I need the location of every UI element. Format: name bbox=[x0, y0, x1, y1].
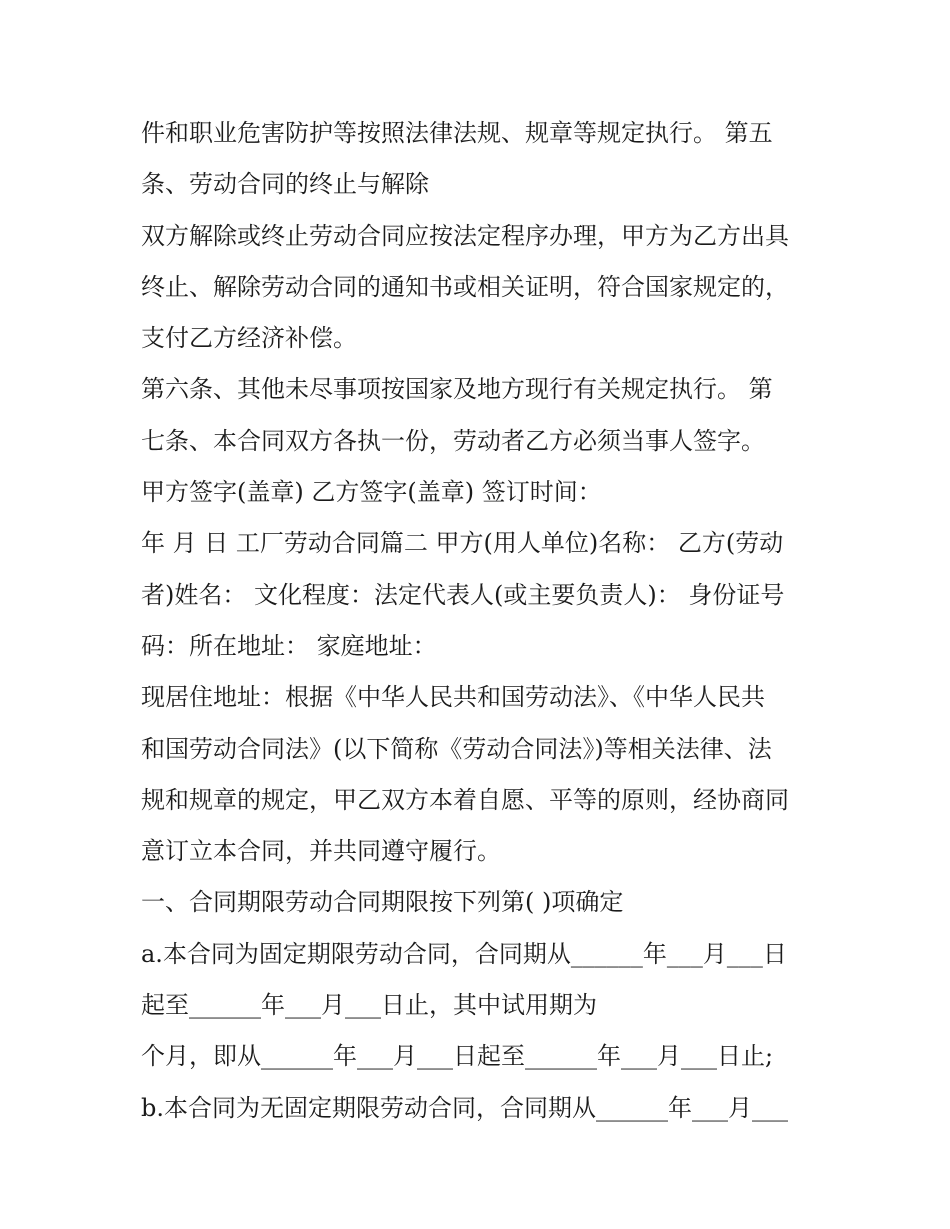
text-line: b.本合同为无固定期限劳动合同，合同期从______年___月___ bbox=[141, 1093, 788, 1122]
text-line: 一、合同期限劳动合同期限按下列第( )项确定 bbox=[141, 888, 624, 917]
text-line: 双方解除或终止劳动合同应按法定程序办理，甲方为乙方出具 bbox=[141, 221, 789, 250]
text-line: 起至______年___月___日止，其中试用期为 bbox=[141, 991, 597, 1020]
text-line: 码：所在地址： 家庭地址： bbox=[141, 631, 437, 660]
text-line: a.本合同为固定期限劳动合同，合同期从______年___月___日 bbox=[141, 939, 787, 968]
text-line: 条、劳动合同的终止与解除 bbox=[141, 170, 429, 199]
text-line: 甲方签字(盖章) 乙方签字(盖章) 签订时间： bbox=[141, 478, 602, 507]
text-line: 件和职业危害防护等按照法律法规、规章等规定执行。 第五 bbox=[141, 119, 773, 147]
text-line: 规和规章的规定，甲乙双方本着自愿、平等的原则，经协商同 bbox=[141, 785, 789, 814]
text-line: 和国劳动合同法》(以下简称《劳动合同法》)等相关法律、法 bbox=[141, 734, 772, 763]
text-line: 者)姓名： 文化程度：法定代表人(或主要负责人)： 身份证号 bbox=[141, 580, 785, 609]
text-line: 终止、解除劳动合同的通知书或相关证明，符合国家规定的， bbox=[141, 272, 789, 301]
text-line: 支付乙方经济补偿。 bbox=[141, 324, 357, 353]
text-line: 意订立本合同，并共同遵守履行。 bbox=[141, 837, 501, 866]
text-line: 第六条、其他未尽事项按国家及地方现行有关规定执行。 第 bbox=[141, 375, 773, 404]
text-line: 年 月 日 工厂劳动合同篇二 甲方(用人单位)名称： 乙方(劳动 bbox=[141, 529, 784, 558]
contract-text bbox=[141, 108, 831, 1134]
text-line: 个月，即从______年___月___日起至______年___月___日止; bbox=[141, 1042, 774, 1071]
text-line: 七条、本合同双方各执一份，劳动者乙方必须当事人签字。 bbox=[141, 426, 765, 455]
text-line: 现居住地址：根据《中华人民共和国劳动法》、《中华人民共 bbox=[141, 683, 765, 712]
